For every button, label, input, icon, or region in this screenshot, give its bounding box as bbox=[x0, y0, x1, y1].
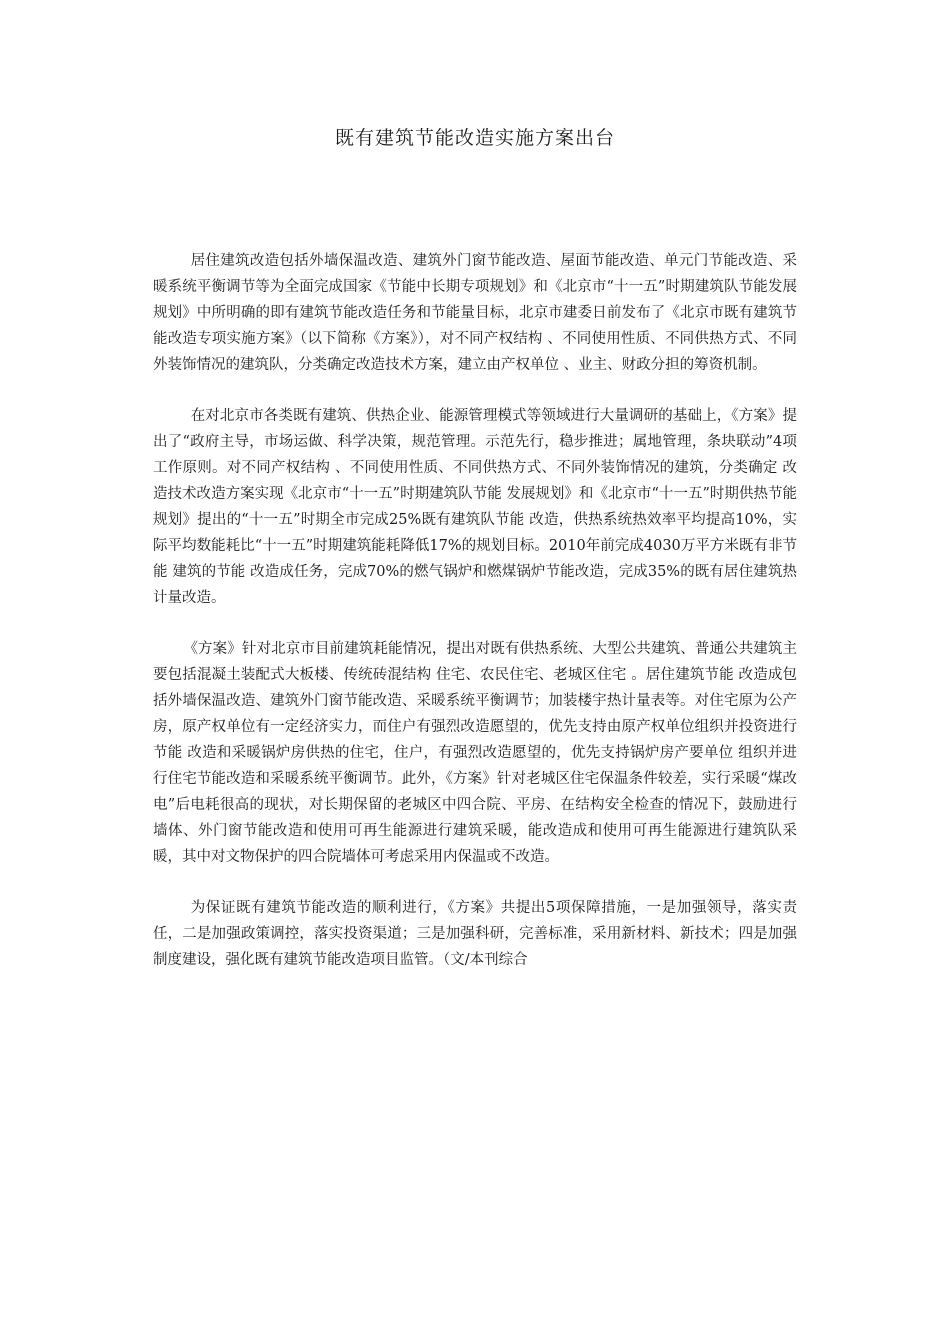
paragraph-1: 居住建筑改造包括外墙保温改造、建筑外门窗节能改造、屋面节能改造、单元门节能改造、采暖系统平衡调节等为全面完成国家《节能中长期专项规划》和《北京市“十一五”时期建筑队节能发展规划》中所明确的即有建筑节能改造任务和节能量目标，北京市建委日前发布了《北京市既有建筑节能改造专项实施方案》（以下简称《方案》），对不同产权结构 、不同使用性质、不同供热方式、不同外装饰情况的建筑队，分类确定改造技术方案，建立由产权单位 、业主、财政分担的筹资机制。 bbox=[153, 253, 797, 373]
page-title: 既有建筑节能改造实施方案出台 bbox=[334, 127, 615, 149]
paragraph-4: 为保证既有建筑节能改造的顺利进行，《方案》共提出5项保障措施，一是加强领导，落实责任，二是加强政策调控，落实投资渠道；三是加强科研，完善标准，采用新材料、新技术；四是加强制度建设，强化既有建筑节能改造项目监管。（文/本刊综合 bbox=[153, 900, 797, 968]
article-body bbox=[153, 248, 797, 998]
paragraph-2: 在对北京市各类既有建筑、供热企业、能源管理模式等领域进行大量调研的基础上，《方案》提出了“政府主导，市场运做、科学决策，规范管理。示范先行，稳步推进；属地管理，条块联动”4项工作原则。对不同产权结构 、不同使用性质、不同供热方式、不同外装饰情况的建筑，分类确定 改造技术改造方案实现《北京市“十一五”时期建筑队节能 发展规划》和《北京市“十一五”时期供热节能规划》提出的“十一五”时期全市完成25%既有建筑队节能 改造，供热系统热效率平均提高10%，实际平均数能耗比“十一五”时期建筑能耗降低17%的规划目标。2010年前完成4030万平方米既有非节能 建筑的节能 改造成任务，完成70%的燃气锅炉和燃煤锅炉节能改造，完成35%的既有居住建筑热计量改造。 bbox=[153, 408, 797, 606]
paragraph-3: 《方案》针对北京市目前建筑耗能情况，提出对既有供热系统、大型公共建筑、普通公共建筑主要包括混凝土装配式大板楼、传统砖混结构 住宅、农民住宅、老城区住宅 。居住建筑节能 改造成包括外墙保温改造、建筑外门窗节能改造、采暖系统平衡调节；加装楼宇热计量表等。对住宅原为公产房，原产权单位有一定经济实力，而住户有强烈改造愿望的，优先支持由原产权单位组织并投资进行节能 改造和采暖锅炉房供热的住宅，住户，有强烈改造愿望的，优先支持锅炉房产要单位 组织并进行住宅节能改造和采暖系统平衡调节。此外，《方案》针对老城区住宅保温条件较差，实行采暖“煤改电”后电耗很高的现状，对长期保留的老城区中四合院、平房、在结构安全检查的情况下，鼓励进行墙体、外门窗节能改造和使用可再生能源进行建筑采暖，能改造成和使用可再生能源进行建筑队采暖，其中对文物保护的四合院墙体可考虑采用内保温或不改造。 bbox=[153, 641, 797, 865]
